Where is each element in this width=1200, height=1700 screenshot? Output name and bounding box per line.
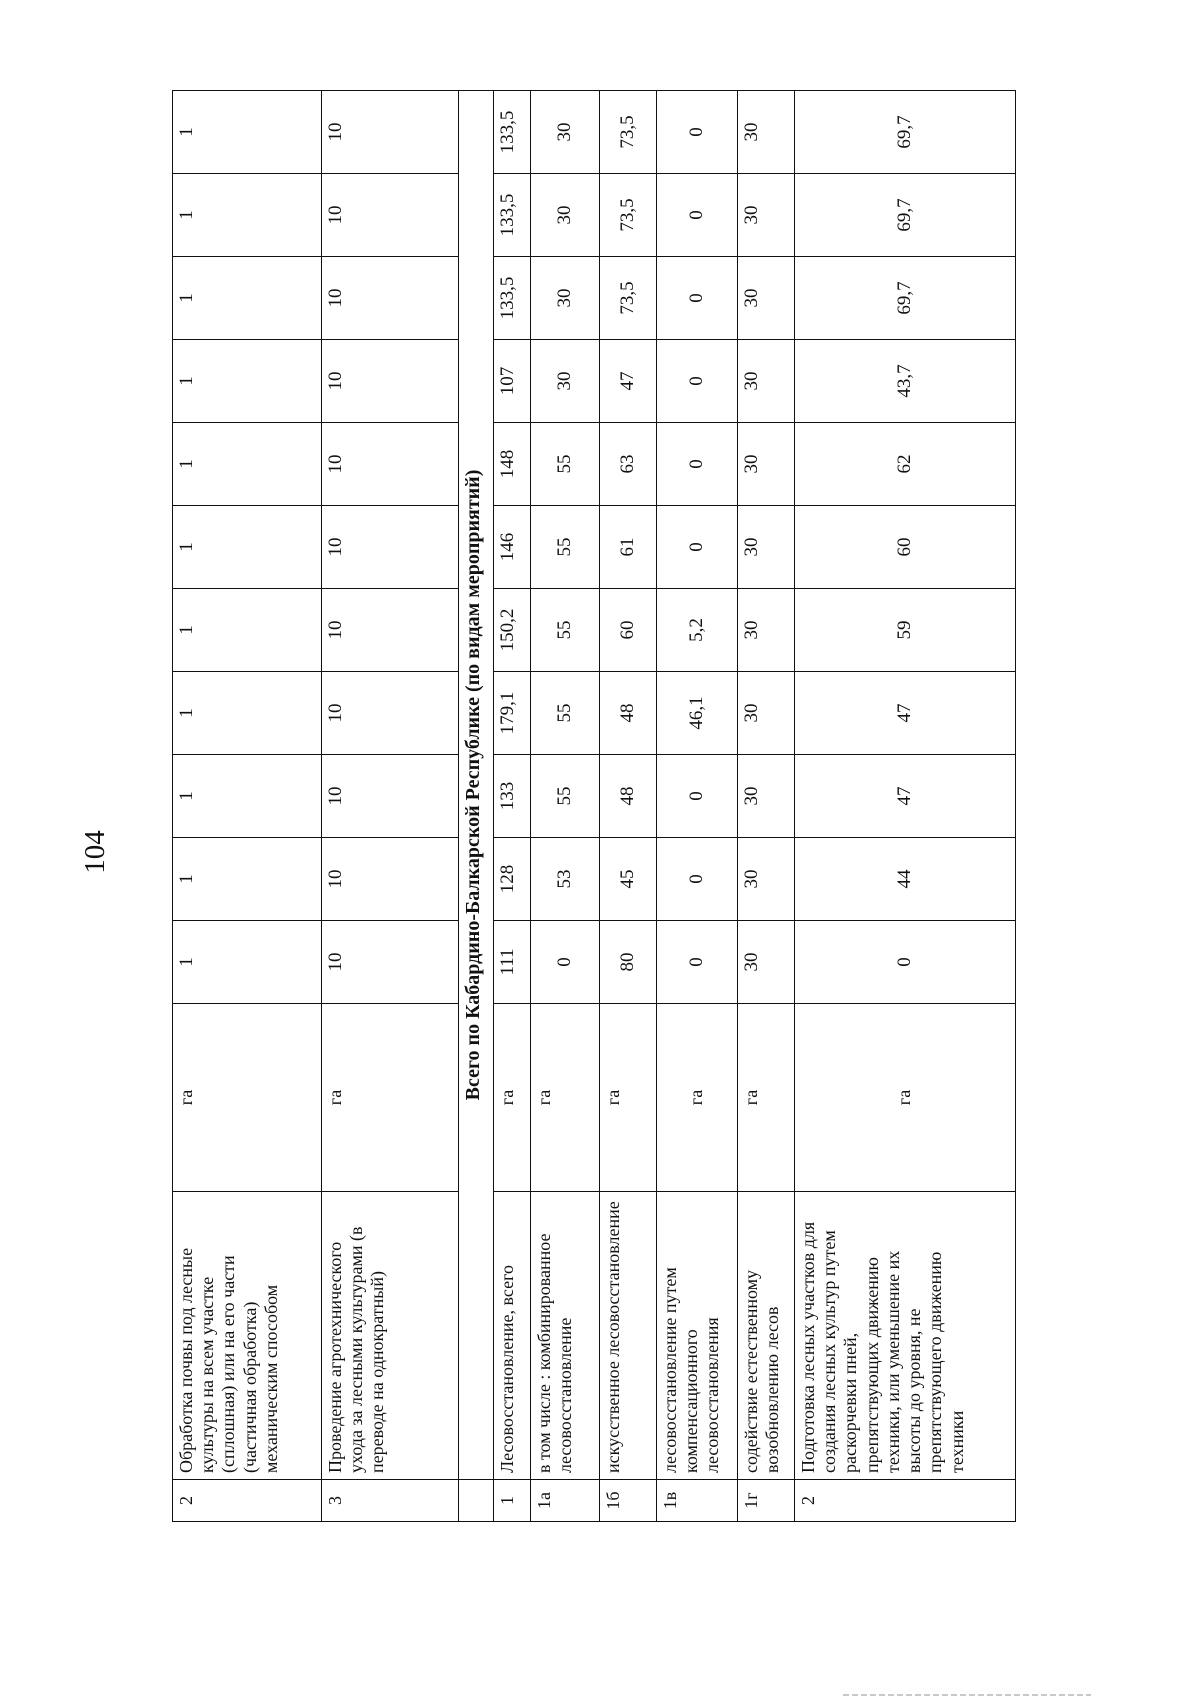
row-unit: га (173, 1004, 322, 1192)
value-cell: 30 (738, 755, 795, 838)
value-cell: 10 (322, 672, 459, 755)
scan-artifact-line (843, 1694, 1091, 1696)
value-cell: 1 (173, 838, 322, 921)
row-description: Проведение агротехнического ухода за лесными культурами (в переводе на однократный) (322, 1192, 459, 1480)
value-cell: 0 (657, 257, 738, 340)
row-number: 1б (600, 1480, 657, 1522)
value-cell: 55 (531, 672, 600, 755)
value-cell: 30 (738, 506, 795, 589)
value-cell: 55 (531, 506, 600, 589)
row-description: Подготовка лесных участков для создания лесных культур путем раскорчевки пней, препятствующих движению техники, или уменьшение их высоты до уровня, не препятствующего движению техники (795, 1192, 1016, 1480)
value-cell: 45 (600, 838, 657, 921)
value-cell: 133,5 (494, 257, 531, 340)
row-number: 1 (494, 1480, 531, 1522)
value-cell: 43,7 (795, 340, 1016, 423)
value-cell: 44 (795, 838, 1016, 921)
value-cell: 5,2 (657, 589, 738, 672)
value-cell: 146 (494, 506, 531, 589)
row-unit: га (322, 1004, 459, 1192)
value-cell: 10 (322, 838, 459, 921)
value-cell: 30 (738, 672, 795, 755)
value-cell: 1 (173, 91, 322, 174)
value-cell: 133,5 (494, 91, 531, 174)
value-cell: 1 (173, 174, 322, 257)
value-cell: 1 (173, 340, 322, 423)
value-cell: 80 (600, 921, 657, 1004)
table-row (738, 91, 795, 1522)
value-cell: 48 (600, 755, 657, 838)
table-row (657, 91, 738, 1522)
value-cell: 0 (657, 91, 738, 174)
value-cell: 73,5 (600, 257, 657, 340)
value-cell: 179,1 (494, 672, 531, 755)
empty-cell (459, 1480, 494, 1522)
value-cell: 30 (738, 423, 795, 506)
row-number: 3 (322, 1480, 459, 1522)
value-cell: 107 (494, 340, 531, 423)
value-cell: 1 (173, 423, 322, 506)
value-cell: 128 (494, 838, 531, 921)
row-number: 1а (531, 1480, 600, 1522)
row-unit: га (657, 1004, 738, 1192)
value-cell: 10 (322, 506, 459, 589)
value-cell: 10 (322, 589, 459, 672)
row-description: искусственное лесовосстановление (600, 1192, 657, 1480)
row-number: 1в (657, 1480, 738, 1522)
value-cell: 61 (600, 506, 657, 589)
value-cell: 47 (600, 340, 657, 423)
row-unit: га (600, 1004, 657, 1192)
value-cell: 30 (738, 91, 795, 174)
row-unit: га (795, 1004, 1016, 1192)
value-cell: 69,7 (795, 257, 1016, 340)
value-cell: 148 (494, 423, 531, 506)
row-number: 2 (795, 1480, 1016, 1522)
value-cell: 73,5 (600, 174, 657, 257)
value-cell: 0 (657, 921, 738, 1004)
value-cell: 62 (795, 423, 1016, 506)
page-number: 104 (79, 830, 111, 874)
value-cell: 69,7 (795, 91, 1016, 174)
value-cell: 30 (531, 257, 600, 340)
value-cell: 55 (531, 755, 600, 838)
value-cell: 30 (738, 838, 795, 921)
value-cell: 48 (600, 672, 657, 755)
value-cell: 30 (531, 174, 600, 257)
value-cell: 60 (795, 506, 1016, 589)
value-cell: 0 (657, 755, 738, 838)
table-row (322, 91, 459, 1522)
value-cell: 0 (795, 921, 1016, 1004)
value-cell: 69,7 (795, 174, 1016, 257)
value-cell: 30 (531, 340, 600, 423)
value-cell: 0 (657, 423, 738, 506)
value-cell: 63 (600, 423, 657, 506)
value-cell: 47 (795, 755, 1016, 838)
value-cell: 30 (738, 589, 795, 672)
value-cell: 1 (173, 755, 322, 838)
value-cell: 47 (795, 672, 1016, 755)
table-row (600, 91, 657, 1522)
value-cell: 55 (531, 589, 600, 672)
row-number: 1г (738, 1480, 795, 1522)
value-cell: 133 (494, 755, 531, 838)
row-description: в том числе : комбинированное лесовосстановление (531, 1192, 600, 1480)
value-cell: 10 (322, 340, 459, 423)
value-cell: 0 (657, 340, 738, 423)
value-cell: 111 (494, 921, 531, 1004)
row-description: Обработка почвы под лесные культуры на всем участке (сплошная) или на его части (частичная обработка) механическим способом (173, 1192, 322, 1480)
table-row (173, 91, 322, 1522)
value-cell: 59 (795, 589, 1016, 672)
value-cell: 30 (738, 174, 795, 257)
value-cell: 0 (531, 921, 600, 1004)
value-cell: 10 (322, 257, 459, 340)
value-cell: 30 (531, 91, 600, 174)
value-cell: 10 (322, 423, 459, 506)
table-row (531, 91, 600, 1522)
value-cell: 10 (322, 174, 459, 257)
row-number: 2 (173, 1480, 322, 1522)
value-cell: 1 (173, 921, 322, 1004)
section-title: Всего по Кабардино-Балкарской Республике (по видам мероприятий) (459, 91, 494, 1480)
value-cell: 55 (531, 423, 600, 506)
value-cell: 133,5 (494, 174, 531, 257)
row-description: лесовосстановление путем компенсационного лесовосстановления (657, 1192, 738, 1480)
forest-restoration-table (172, 90, 1016, 1522)
value-cell: 30 (738, 921, 795, 1004)
row-description: содействие естественному возобновлению лесов (738, 1192, 795, 1480)
value-cell: 30 (738, 257, 795, 340)
value-cell: 53 (531, 838, 600, 921)
row-unit: га (494, 1004, 531, 1192)
table-row (494, 91, 531, 1522)
value-cell: 0 (657, 174, 738, 257)
row-unit: га (738, 1004, 795, 1192)
value-cell: 0 (657, 506, 738, 589)
value-cell: 150,2 (494, 589, 531, 672)
value-cell: 1 (173, 257, 322, 340)
value-cell: 30 (738, 340, 795, 423)
value-cell: 10 (322, 921, 459, 1004)
value-cell: 10 (322, 755, 459, 838)
value-cell: 1 (173, 672, 322, 755)
section-header-row (459, 91, 494, 1522)
value-cell: 1 (173, 506, 322, 589)
table-row (795, 91, 1016, 1522)
value-cell: 0 (657, 838, 738, 921)
value-cell: 10 (322, 91, 459, 174)
rotated-table-container (172, 92, 1048, 1522)
value-cell: 46,1 (657, 672, 738, 755)
value-cell: 73,5 (600, 91, 657, 174)
value-cell: 1 (173, 589, 322, 672)
row-unit: га (531, 1004, 600, 1192)
value-cell: 60 (600, 589, 657, 672)
row-description: Лесовосстановление, всего (494, 1192, 531, 1480)
